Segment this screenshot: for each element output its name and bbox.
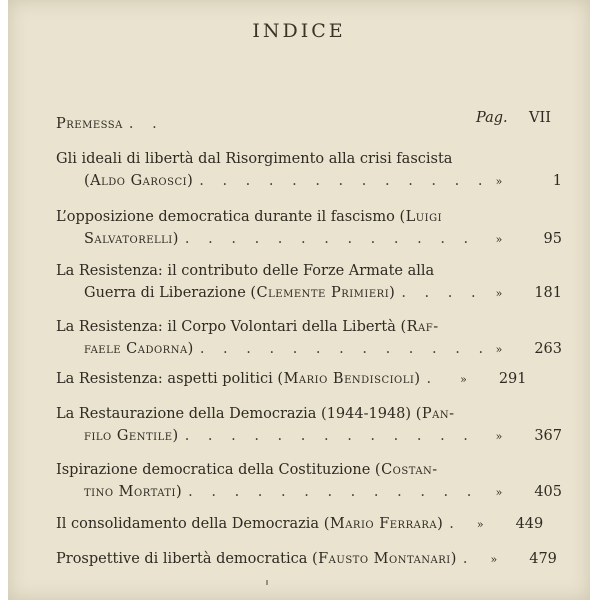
entry-page: 479	[529, 551, 557, 567]
leader-dots	[449, 513, 463, 535]
entry-title: La Resistenza: il Corpo Volontari della Libertà	[56, 319, 396, 335]
leader-dots	[185, 425, 482, 447]
entry-title: La Restaurazione della Democrazia (1944-1948)	[56, 406, 412, 422]
toc-entry	[56, 368, 562, 390]
entry-title: Premessa	[56, 116, 123, 132]
entry-title-cont: Guerra di Liberazione	[84, 285, 246, 301]
print-mark	[266, 580, 268, 585]
entry-author: (Luigi	[399, 209, 443, 225]
ditto-mark: »	[495, 287, 503, 300]
ditto-mark: »	[490, 553, 498, 566]
entry-page: 449	[515, 516, 544, 532]
toc-entry	[56, 403, 562, 447]
entry-author: faele Cadorna)	[84, 341, 194, 357]
entry-title: Prospettive di libertà democratica	[56, 551, 308, 567]
entry-author: tino Mortati)	[84, 484, 183, 500]
leader-dots	[188, 481, 482, 503]
entry-author: (Mario Ferrara)	[323, 516, 444, 532]
ditto-mark: »	[495, 343, 503, 356]
toc-entry-premessa	[56, 113, 562, 135]
entry-title: La Resistenza: aspetti politici	[56, 371, 273, 387]
entry-title: L’opposizione democratica durante il fascismo	[56, 209, 395, 225]
entry-title: Il consolidamento della Democrazia	[56, 516, 320, 532]
leader-dots	[129, 113, 169, 135]
leader-dots	[463, 548, 477, 570]
entry-page: 95	[543, 231, 562, 247]
toc-entry	[56, 148, 562, 192]
page-title: INDICE	[252, 20, 346, 42]
entry-author: (Mario Bendiscioli)	[277, 371, 421, 387]
toc-entry	[56, 513, 562, 535]
entry-page: VII	[529, 110, 551, 126]
leader-dots	[199, 170, 482, 192]
ditto-mark: »	[495, 175, 503, 188]
ditto-mark: »	[495, 233, 503, 246]
book-page	[8, 0, 590, 600]
leader-dots	[200, 338, 482, 360]
entry-title: Ispirazione democratica della Costituzione	[56, 462, 371, 478]
entry-page: 263	[534, 341, 562, 357]
entry-page: 291	[498, 371, 527, 387]
entry-author: (Raf-	[400, 319, 439, 335]
toc-entry	[56, 548, 562, 570]
toc-entry	[56, 206, 562, 250]
leader-dots	[427, 368, 447, 390]
leader-dots	[401, 282, 482, 304]
entry-page: 405	[534, 484, 562, 500]
entry-page: 1	[552, 173, 562, 189]
ditto-mark: »	[476, 518, 484, 531]
pag-label: Pag.	[476, 110, 508, 126]
ditto-mark: »	[495, 486, 503, 499]
entry-title: La Resistenza: il contributo delle Forze Armate alla	[56, 263, 435, 279]
entry-author: (Pan-	[415, 406, 455, 422]
ditto-mark: »	[460, 373, 467, 386]
entry-author: (Fausto Montanari)	[311, 551, 457, 567]
leader-dots	[185, 228, 482, 250]
entry-author: (Costan-	[374, 462, 438, 478]
entry-author: filo Gentile)	[84, 428, 179, 444]
entry-page: 367	[534, 428, 562, 444]
entry-author: (Aldo Garosci)	[84, 173, 194, 189]
entry-author: Salvatorelli)	[84, 231, 179, 247]
entry-title: Gli ideali di libertà dal Risorgimento alla crisi fascista	[56, 151, 453, 167]
entry-page: 181	[534, 285, 562, 301]
toc-entry	[56, 316, 562, 360]
toc-entry	[56, 459, 562, 503]
ditto-mark: »	[495, 430, 503, 443]
toc-entry	[56, 260, 562, 304]
entry-author: (Clemente Primieri)	[250, 285, 396, 301]
